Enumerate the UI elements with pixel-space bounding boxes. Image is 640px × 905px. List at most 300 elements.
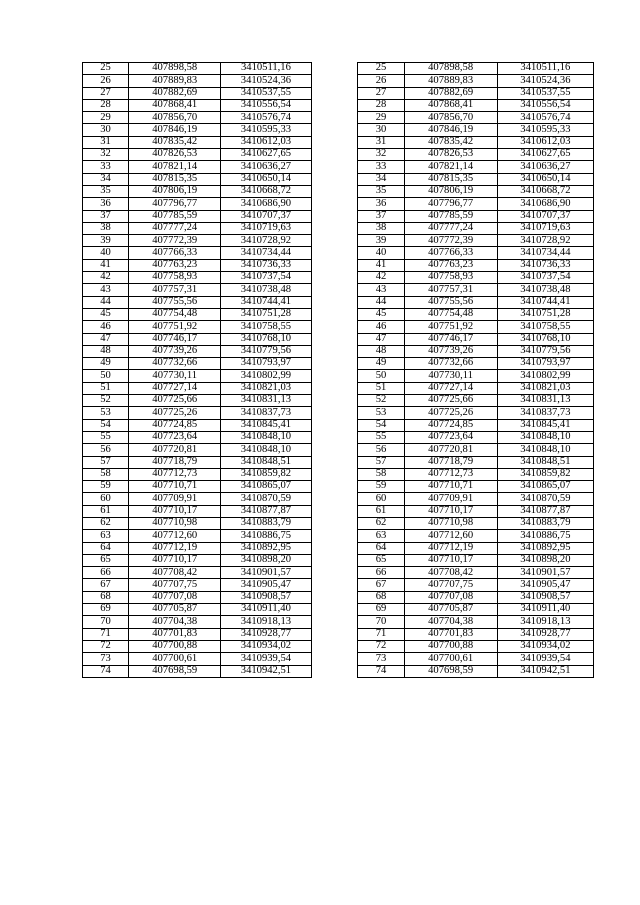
- y-coordinate-cell: 3410848,51: [497, 456, 593, 468]
- point-number-cell: 47: [83, 333, 129, 345]
- y-coordinate-cell: 3410612,03: [497, 136, 593, 148]
- y-coordinate-cell: 3410848,10: [497, 431, 593, 443]
- table-row: [83, 395, 312, 407]
- y-coordinate-cell: 3410859,82: [497, 468, 593, 480]
- x-coordinate-cell: 407785,59: [129, 210, 221, 222]
- x-coordinate-cell: 407720,81: [404, 444, 497, 456]
- y-coordinate-cell: 3410636,27: [221, 161, 311, 173]
- point-number-cell: 25: [358, 63, 404, 75]
- table-row: [83, 591, 312, 603]
- y-coordinate-cell: 3410802,99: [497, 370, 593, 382]
- point-number-cell: 56: [358, 444, 404, 456]
- y-coordinate-cell: 3410939,54: [221, 653, 311, 665]
- table-row: [358, 468, 594, 480]
- point-number-cell: 25: [83, 63, 129, 75]
- y-coordinate-cell: 3410768,10: [221, 333, 311, 345]
- document-page: [82, 62, 594, 678]
- point-number-cell: 73: [83, 653, 129, 665]
- point-number-cell: 35: [358, 185, 404, 197]
- y-coordinate-cell: 3410848,10: [221, 444, 311, 456]
- point-number-cell: 40: [358, 247, 404, 259]
- table-row: [83, 272, 312, 284]
- y-coordinate-cell: 3410576,74: [497, 112, 593, 124]
- point-number-cell: 74: [358, 665, 404, 677]
- y-coordinate-cell: 3410779,56: [497, 345, 593, 357]
- y-coordinate-cell: 3410779,56: [221, 345, 311, 357]
- x-coordinate-cell: 407751,92: [129, 321, 221, 333]
- point-number-cell: 31: [83, 136, 129, 148]
- x-coordinate-cell: 407882,69: [129, 87, 221, 99]
- y-coordinate-cell: 3410744,41: [221, 296, 311, 308]
- table-row: [83, 604, 312, 616]
- point-number-cell: 27: [358, 87, 404, 99]
- point-number-cell: 65: [358, 554, 404, 566]
- table-row: [83, 161, 312, 173]
- table-row: [83, 333, 312, 345]
- y-coordinate-cell: 3410793,97: [497, 358, 593, 370]
- table-row: [83, 665, 312, 677]
- y-coordinate-cell: 3410738,48: [221, 284, 311, 296]
- x-coordinate-cell: 407730,11: [404, 370, 497, 382]
- y-coordinate-cell: 3410751,28: [497, 308, 593, 320]
- table-row: [358, 628, 594, 640]
- table-row: [83, 554, 312, 566]
- point-number-cell: 60: [358, 493, 404, 505]
- point-number-cell: 52: [83, 395, 129, 407]
- y-coordinate-cell: 3410831,13: [221, 395, 311, 407]
- y-coordinate-cell: 3410898,20: [221, 554, 311, 566]
- table-row: [83, 296, 312, 308]
- point-number-cell: 29: [358, 112, 404, 124]
- y-coordinate-cell: 3410734,44: [497, 247, 593, 259]
- y-coordinate-cell: 3410668,72: [221, 185, 311, 197]
- x-coordinate-cell: 407739,26: [404, 345, 497, 357]
- y-coordinate-cell: 3410886,75: [221, 530, 311, 542]
- y-coordinate-cell: 3410524,36: [497, 75, 593, 87]
- x-coordinate-cell: 407868,41: [404, 99, 497, 111]
- table-row: [358, 235, 594, 247]
- y-coordinate-cell: 3410537,55: [221, 87, 311, 99]
- point-number-cell: 32: [83, 149, 129, 161]
- table-row: [83, 345, 312, 357]
- point-number-cell: 43: [83, 284, 129, 296]
- x-coordinate-cell: 407856,70: [404, 112, 497, 124]
- x-coordinate-cell: 407710,71: [404, 481, 497, 493]
- x-coordinate-cell: 407709,91: [404, 493, 497, 505]
- y-coordinate-cell: 3410870,59: [221, 493, 311, 505]
- table-row: [358, 542, 594, 554]
- point-number-cell: 64: [358, 542, 404, 554]
- table-row: [358, 370, 594, 382]
- table-row: [358, 124, 594, 136]
- table-row: [358, 272, 594, 284]
- y-coordinate-cell: 3410627,65: [497, 149, 593, 161]
- y-coordinate-cell: 3410627,65: [221, 149, 311, 161]
- table-row: [358, 653, 594, 665]
- table-row: [83, 358, 312, 370]
- y-coordinate-cell: 3410905,47: [497, 579, 593, 591]
- x-coordinate-cell: 407746,17: [129, 333, 221, 345]
- point-number-cell: 62: [358, 517, 404, 529]
- x-coordinate-cell: 407707,08: [129, 591, 221, 603]
- y-coordinate-cell: 3410737,54: [221, 272, 311, 284]
- table-row: [83, 284, 312, 296]
- point-number-cell: 61: [83, 505, 129, 517]
- x-coordinate-cell: 407700,61: [404, 653, 497, 665]
- table-row: [83, 579, 312, 591]
- table-row: [83, 370, 312, 382]
- point-number-cell: 53: [83, 407, 129, 419]
- point-number-cell: 62: [83, 517, 129, 529]
- x-coordinate-cell: 407882,69: [404, 87, 497, 99]
- x-coordinate-cell: 407701,83: [404, 628, 497, 640]
- table-row: [358, 616, 594, 628]
- point-number-cell: 67: [83, 579, 129, 591]
- x-coordinate-cell: 407889,83: [404, 75, 497, 87]
- point-number-cell: 64: [83, 542, 129, 554]
- y-coordinate-cell: 3410918,13: [221, 616, 311, 628]
- table-row: [358, 493, 594, 505]
- table-row: [358, 112, 594, 124]
- x-coordinate-cell: 407868,41: [129, 99, 221, 111]
- table-row: [358, 308, 594, 320]
- y-coordinate-cell: 3410928,77: [497, 628, 593, 640]
- point-number-cell: 26: [83, 75, 129, 87]
- x-coordinate-cell: 407772,39: [129, 235, 221, 247]
- y-coordinate-cell: 3410537,55: [497, 87, 593, 99]
- point-number-cell: 44: [358, 296, 404, 308]
- x-coordinate-cell: 407806,19: [404, 185, 497, 197]
- point-number-cell: 68: [83, 591, 129, 603]
- table-row: [83, 87, 312, 99]
- point-number-cell: 70: [358, 616, 404, 628]
- x-coordinate-cell: 407835,42: [404, 136, 497, 148]
- table-row: [358, 554, 594, 566]
- x-coordinate-cell: 407815,35: [129, 173, 221, 185]
- table-row: [83, 75, 312, 87]
- point-number-cell: 66: [358, 567, 404, 579]
- y-coordinate-cell: 3410845,41: [497, 419, 593, 431]
- point-number-cell: 69: [358, 604, 404, 616]
- y-coordinate-cell: 3410719,63: [221, 222, 311, 234]
- x-coordinate-cell: 407766,33: [129, 247, 221, 259]
- x-coordinate-cell: 407707,75: [129, 579, 221, 591]
- y-coordinate-cell: 3410837,73: [497, 407, 593, 419]
- x-coordinate-cell: 407700,61: [129, 653, 221, 665]
- table-row: [358, 173, 594, 185]
- y-coordinate-cell: 3410883,79: [497, 517, 593, 529]
- table-row: [83, 321, 312, 333]
- y-coordinate-cell: 3410848,10: [497, 444, 593, 456]
- point-number-cell: 26: [358, 75, 404, 87]
- point-number-cell: 39: [83, 235, 129, 247]
- x-coordinate-cell: 407806,19: [129, 185, 221, 197]
- point-number-cell: 48: [83, 345, 129, 357]
- point-number-cell: 45: [358, 308, 404, 320]
- table-row: [83, 444, 312, 456]
- y-coordinate-cell: 3410928,77: [221, 628, 311, 640]
- x-coordinate-cell: 407758,93: [404, 272, 497, 284]
- x-coordinate-cell: 407757,31: [404, 284, 497, 296]
- y-coordinate-cell: 3410736,33: [221, 259, 311, 271]
- y-coordinate-cell: 3410707,37: [221, 210, 311, 222]
- y-coordinate-cell: 3410905,47: [221, 579, 311, 591]
- point-number-cell: 59: [83, 481, 129, 493]
- y-coordinate-cell: 3410865,07: [221, 481, 311, 493]
- point-number-cell: 28: [358, 99, 404, 111]
- table-row: [83, 419, 312, 431]
- y-coordinate-cell: 3410898,20: [497, 554, 593, 566]
- y-coordinate-cell: 3410511,16: [221, 63, 311, 75]
- y-coordinate-cell: 3410612,03: [221, 136, 311, 148]
- point-number-cell: 30: [358, 124, 404, 136]
- x-coordinate-cell: 407754,48: [129, 308, 221, 320]
- point-number-cell: 60: [83, 493, 129, 505]
- point-number-cell: 54: [358, 419, 404, 431]
- point-number-cell: 69: [83, 604, 129, 616]
- table-row: [358, 395, 594, 407]
- x-coordinate-cell: 407700,88: [404, 640, 497, 652]
- x-coordinate-cell: 407727,14: [404, 382, 497, 394]
- x-coordinate-cell: 407835,42: [129, 136, 221, 148]
- y-coordinate-cell: 3410911,40: [497, 604, 593, 616]
- y-coordinate-cell: 3410870,59: [497, 493, 593, 505]
- table-row: [83, 481, 312, 493]
- point-number-cell: 65: [83, 554, 129, 566]
- point-number-cell: 45: [83, 308, 129, 320]
- y-coordinate-cell: 3410728,92: [221, 235, 311, 247]
- x-coordinate-cell: 407763,23: [129, 259, 221, 271]
- y-coordinate-cell: 3410901,57: [221, 567, 311, 579]
- coordinate-table-right: [357, 62, 594, 678]
- x-coordinate-cell: 407704,38: [404, 616, 497, 628]
- table-row: [358, 665, 594, 677]
- point-number-cell: 61: [358, 505, 404, 517]
- table-row: [83, 468, 312, 480]
- point-number-cell: 56: [83, 444, 129, 456]
- x-coordinate-cell: 407727,14: [129, 382, 221, 394]
- table-row: [83, 63, 312, 75]
- x-coordinate-cell: 407751,92: [404, 321, 497, 333]
- table-row: [83, 308, 312, 320]
- x-coordinate-cell: 407826,53: [404, 149, 497, 161]
- y-coordinate-cell: 3410942,51: [221, 665, 311, 677]
- y-coordinate-cell: 3410883,79: [221, 517, 311, 529]
- table-row: [83, 628, 312, 640]
- point-number-cell: 59: [358, 481, 404, 493]
- table-row: [83, 382, 312, 394]
- point-number-cell: 43: [358, 284, 404, 296]
- y-coordinate-cell: 3410934,02: [497, 640, 593, 652]
- x-coordinate-cell: 407723,64: [129, 431, 221, 443]
- y-coordinate-cell: 3410736,33: [497, 259, 593, 271]
- table-row: [358, 321, 594, 333]
- table-row: [358, 259, 594, 271]
- y-coordinate-cell: 3410821,03: [497, 382, 593, 394]
- point-number-cell: 72: [83, 640, 129, 652]
- x-coordinate-cell: 407712,60: [129, 530, 221, 542]
- x-coordinate-cell: 407707,75: [404, 579, 497, 591]
- table-row: [358, 419, 594, 431]
- y-coordinate-cell: 3410886,75: [497, 530, 593, 542]
- x-coordinate-cell: 407718,79: [404, 456, 497, 468]
- table-row: [83, 259, 312, 271]
- point-number-cell: 57: [358, 456, 404, 468]
- x-coordinate-cell: 407710,17: [129, 554, 221, 566]
- y-coordinate-cell: 3410859,82: [221, 468, 311, 480]
- table-row: [83, 247, 312, 259]
- x-coordinate-cell: 407732,66: [404, 358, 497, 370]
- table-row: [358, 296, 594, 308]
- point-number-cell: 48: [358, 345, 404, 357]
- table-row: [83, 222, 312, 234]
- y-coordinate-cell: 3410845,41: [221, 419, 311, 431]
- table-row: [83, 616, 312, 628]
- x-coordinate-cell: 407821,14: [404, 161, 497, 173]
- point-number-cell: 49: [83, 358, 129, 370]
- y-coordinate-cell: 3410934,02: [221, 640, 311, 652]
- x-coordinate-cell: 407710,98: [404, 517, 497, 529]
- point-number-cell: 70: [83, 616, 129, 628]
- y-coordinate-cell: 3410877,87: [221, 505, 311, 517]
- x-coordinate-cell: 407701,83: [129, 628, 221, 640]
- x-coordinate-cell: 407724,85: [404, 419, 497, 431]
- x-coordinate-cell: 407705,87: [129, 604, 221, 616]
- y-coordinate-cell: 3410719,63: [497, 222, 593, 234]
- x-coordinate-cell: 407796,77: [404, 198, 497, 210]
- table-row: [358, 431, 594, 443]
- y-coordinate-cell: 3410556,54: [497, 99, 593, 111]
- y-coordinate-cell: 3410707,37: [497, 210, 593, 222]
- y-coordinate-cell: 3410595,33: [221, 124, 311, 136]
- x-coordinate-cell: 407718,79: [129, 456, 221, 468]
- y-coordinate-cell: 3410758,55: [497, 321, 593, 333]
- point-number-cell: 51: [83, 382, 129, 394]
- y-coordinate-cell: 3410524,36: [221, 75, 311, 87]
- point-number-cell: 37: [358, 210, 404, 222]
- point-number-cell: 55: [358, 431, 404, 443]
- point-number-cell: 71: [83, 628, 129, 640]
- point-number-cell: 47: [358, 333, 404, 345]
- point-number-cell: 66: [83, 567, 129, 579]
- y-coordinate-cell: 3410865,07: [497, 481, 593, 493]
- x-coordinate-cell: 407725,26: [404, 407, 497, 419]
- x-coordinate-cell: 407705,87: [404, 604, 497, 616]
- x-coordinate-cell: 407763,23: [404, 259, 497, 271]
- table-row: [358, 591, 594, 603]
- table-row: [358, 517, 594, 529]
- x-coordinate-cell: 407712,19: [129, 542, 221, 554]
- y-coordinate-cell: 3410848,51: [221, 456, 311, 468]
- x-coordinate-cell: 407821,14: [129, 161, 221, 173]
- x-coordinate-cell: 407796,77: [129, 198, 221, 210]
- table-row: [358, 345, 594, 357]
- y-coordinate-cell: 3410877,87: [497, 505, 593, 517]
- point-number-cell: 72: [358, 640, 404, 652]
- table-row: [358, 407, 594, 419]
- table-row: [83, 640, 312, 652]
- y-coordinate-cell: 3410892,95: [497, 542, 593, 554]
- y-coordinate-cell: 3410576,74: [221, 112, 311, 124]
- point-number-cell: 63: [83, 530, 129, 542]
- x-coordinate-cell: 407698,59: [129, 665, 221, 677]
- y-coordinate-cell: 3410636,27: [497, 161, 593, 173]
- point-number-cell: 38: [358, 222, 404, 234]
- point-number-cell: 36: [358, 198, 404, 210]
- point-number-cell: 71: [358, 628, 404, 640]
- x-coordinate-cell: 407723,64: [404, 431, 497, 443]
- point-number-cell: 41: [83, 259, 129, 271]
- point-number-cell: 35: [83, 185, 129, 197]
- point-number-cell: 42: [83, 272, 129, 284]
- table-row: [358, 358, 594, 370]
- table-row: [83, 407, 312, 419]
- y-coordinate-cell: 3410738,48: [497, 284, 593, 296]
- table-row: [83, 567, 312, 579]
- point-number-cell: 54: [83, 419, 129, 431]
- point-number-cell: 58: [83, 468, 129, 480]
- table-row: [358, 63, 594, 75]
- x-coordinate-cell: 407700,88: [129, 640, 221, 652]
- point-number-cell: 42: [358, 272, 404, 284]
- y-coordinate-cell: 3410939,54: [497, 653, 593, 665]
- table-row: [358, 505, 594, 517]
- point-number-cell: 55: [83, 431, 129, 443]
- point-number-cell: 38: [83, 222, 129, 234]
- x-coordinate-cell: 407846,19: [129, 124, 221, 136]
- point-number-cell: 30: [83, 124, 129, 136]
- x-coordinate-cell: 407777,24: [129, 222, 221, 234]
- x-coordinate-cell: 407730,11: [129, 370, 221, 382]
- table-row: [83, 149, 312, 161]
- y-coordinate-cell: 3410911,40: [221, 604, 311, 616]
- x-coordinate-cell: 407712,73: [129, 468, 221, 480]
- x-coordinate-cell: 407710,17: [404, 505, 497, 517]
- point-number-cell: 74: [83, 665, 129, 677]
- y-coordinate-cell: 3410751,28: [221, 308, 311, 320]
- x-coordinate-cell: 407709,91: [129, 493, 221, 505]
- y-coordinate-cell: 3410686,90: [497, 198, 593, 210]
- y-coordinate-cell: 3410668,72: [497, 185, 593, 197]
- x-coordinate-cell: 407712,19: [404, 542, 497, 554]
- point-number-cell: 34: [83, 173, 129, 185]
- table-row: [358, 640, 594, 652]
- table-row: [83, 530, 312, 542]
- point-number-cell: 51: [358, 382, 404, 394]
- x-coordinate-cell: 407698,59: [404, 665, 497, 677]
- y-coordinate-cell: 3410942,51: [497, 665, 593, 677]
- table-row: [358, 333, 594, 345]
- table-row: [358, 75, 594, 87]
- point-number-cell: 41: [358, 259, 404, 271]
- table-row: [83, 210, 312, 222]
- y-coordinate-cell: 3410821,03: [221, 382, 311, 394]
- table-row: [358, 222, 594, 234]
- y-coordinate-cell: 3410892,95: [221, 542, 311, 554]
- point-number-cell: 39: [358, 235, 404, 247]
- x-coordinate-cell: 407758,93: [129, 272, 221, 284]
- y-coordinate-cell: 3410831,13: [497, 395, 593, 407]
- point-number-cell: 44: [83, 296, 129, 308]
- table-row: [358, 87, 594, 99]
- table-row: [358, 247, 594, 259]
- table-row: [83, 493, 312, 505]
- x-coordinate-cell: 407712,73: [404, 468, 497, 480]
- table-row: [358, 579, 594, 591]
- point-number-cell: 33: [358, 161, 404, 173]
- x-coordinate-cell: 407826,53: [129, 149, 221, 161]
- x-coordinate-cell: 407846,19: [404, 124, 497, 136]
